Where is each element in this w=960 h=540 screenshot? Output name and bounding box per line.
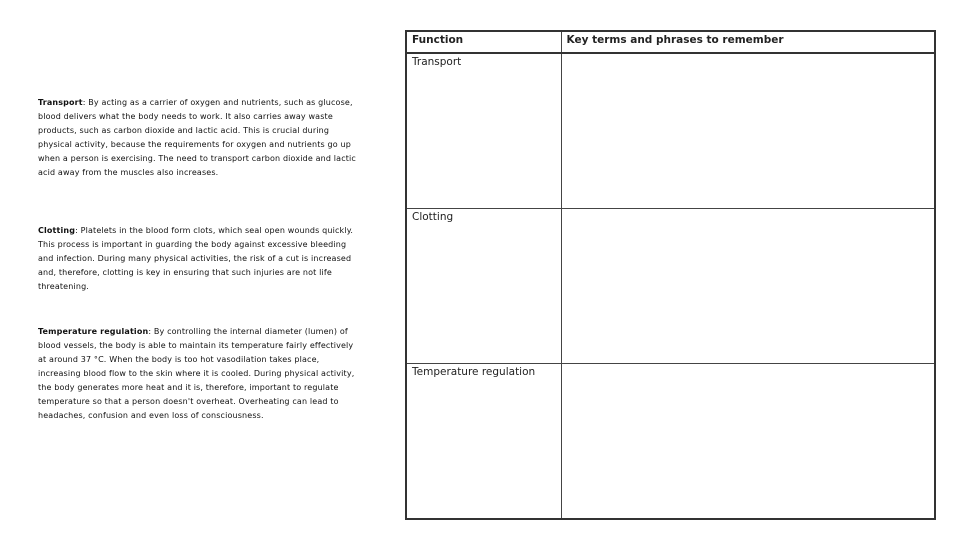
clotting-paragraph — [38, 224, 360, 294]
notes-cell-transport[interactable] — [561, 53, 935, 209]
temperature-text: : By controlling the internal diameter (lumen) of blood vessels, the body is able to maintain its temperature fairly effectively at around 37 °C. When the body is too hot vasodilation takes place, increasing blood flow to the skin where it is cooled. During physical activity, the body generates more heat and it is, therefore, important to regulate temperature so that a person doesn't overheat. Overheating can lead to headaches, confusion and even loss of consciousness. — [38, 327, 355, 420]
temperature-term: Temperature regulation — [38, 327, 149, 336]
table-header-row — [406, 31, 935, 53]
table-row — [406, 209, 935, 364]
function-cell-transport: Transport — [406, 53, 561, 209]
table-row — [406, 364, 935, 520]
function-table — [405, 30, 936, 520]
clotting-text: : Platelets in the blood form clots, which seal open wounds quickly. This process is important in guarding the body against excessive bleeding and infection. During many physical activities, the risk of a cut is increased and, therefore, clotting is key in ensuring that such injuries are not life threatening. — [38, 226, 354, 291]
header-function: Function — [406, 31, 561, 53]
transport-text: : By acting as a carrier of oxygen and nutrients, such as glucose, blood delivers what the body needs to work. It also carries away waste products, such as carbon dioxide and lactic acid. This is crucial during physical activity, because the requirements for oxygen and nutrients go up when a person is exercising. The need to transport carbon dioxide and lactic acid away from the muscles also increases. — [38, 98, 356, 177]
header-key-terms: Key terms and phrases to remember — [561, 31, 935, 53]
table-row — [406, 53, 935, 209]
function-cell-temperature: Temperature regulation — [406, 364, 561, 520]
transport-term: Transport — [38, 98, 83, 107]
function-cell-clotting: Clotting — [406, 209, 561, 364]
notes-cell-temperature[interactable] — [561, 364, 935, 520]
temperature-paragraph — [38, 325, 360, 423]
notes-cell-clotting[interactable] — [561, 209, 935, 364]
clotting-term: Clotting — [38, 226, 76, 235]
transport-paragraph — [38, 96, 360, 180]
